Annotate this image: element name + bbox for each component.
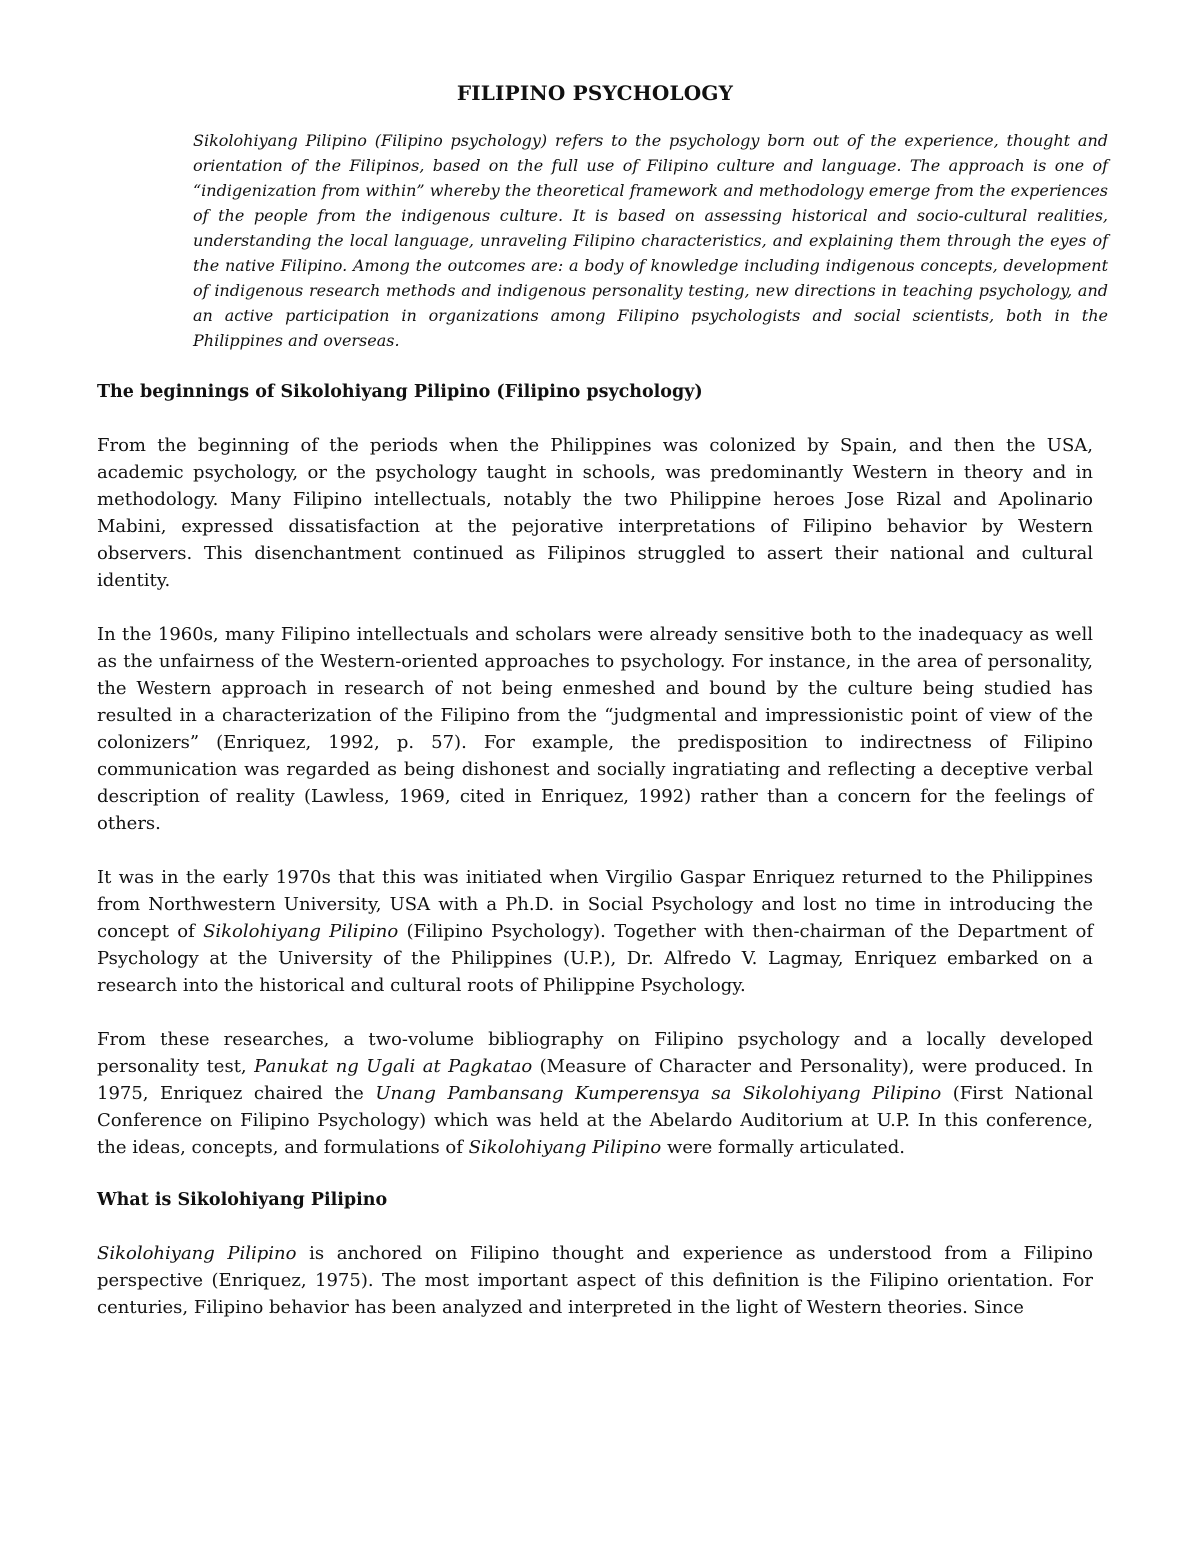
text-run: were formally articulated. <box>661 1137 905 1158</box>
italic-term: Panukat ng Ugali at Pagkatao <box>254 1056 533 1077</box>
text-run: From these researches, a two-volume bibliography on Filipino psychology and a locally developed personality test, <box>97 1029 1093 1077</box>
paragraph-1970s-enriquez <box>97 864 1093 999</box>
text-run: (First National Conference on Filipino Psychology) which was held at the Abelardo Auditorium at U.P. In this conference, the ideas, concepts, and formulations of <box>97 1083 1093 1158</box>
paragraph-1960s: In the 1960s, many Filipino intellectuals and scholars were already sensitive both to the inadequacy as well as the unfairness of the Western-oriented approaches to psychology. For instance, in the area of personality, the Western approach in research of not being enmeshed and bound by the culture being studied has resulted in a characterization of the Filipino from the “judgmental and impressionistic point of view of the colonizers” (Enriquez, 1992, p. 57). For example, the predisposition to indirectness of Filipino communication was regarded as being dishonest and socially ingratiating and reflecting a deceptive verbal description of reality (Lawless, 1969, cited in Enriquez, 1992) rather than a concern for the feelings of others. <box>97 624 1093 834</box>
text-run: is anchored on Filipino thought and experience as understood from a Filipino perspective (Enriquez, 1975). The most important aspect of this definition is the Filipino orientation. For centuries, Filipino behavior has been analyzed and interpreted in the light of Western theories. Since <box>97 1243 1093 1318</box>
text-run: It was in the early 1970s that this was initiated when Virgilio Gaspar Enriquez returned to the Philippines from Northwestern University, USA with a Ph.D. in Social Psychology and lost no time in introducing the concept of <box>97 867 1093 942</box>
paragraph-researches-1975 <box>97 1026 1093 1161</box>
italic-term: Sikolohiyang Pilipino <box>97 1243 297 1264</box>
italic-term: Sikolohiyang Pilipino <box>468 1137 662 1158</box>
section-heading-beginnings: The beginnings of Sikolohiyang Pilipino (Filipino psychology) <box>97 382 703 402</box>
document-title: FILIPINO PSYCHOLOGY <box>456 81 734 105</box>
text-run: (Filipino Psychology). Together with then-chairman of the Department of Psychology at the University of the Philippines (U.P.), Dr. Alfredo V. Lagmay, Enriquez embarked on a research into the historical and cultural roots of Philippine Psychology. <box>97 921 1094 996</box>
text-run: (Measure of Character and Personality), were produced. In 1975, Enriquez chaired the <box>97 1056 1093 1104</box>
section-heading-what-is: What is Sikolohiyang Pilipino <box>97 1190 388 1210</box>
paragraph-colonial-period: From the beginning of the periods when the Philippines was colonized by Spain, and then the USA, academic psychology, or the psychology taught in schools, was predominantly Western in theory and in methodology. Many Filipino intellectuals, notably the two Philippine heroes Jose Rizal and Apolinario Mabini, expressed dissatisfaction at the pejorative interpretations of Filipino behavior by Western observers. This disenchantment continued as Filipinos struggled to assert their national and cultural identity. <box>97 435 1093 591</box>
abstract-paragraph: Sikolohiyang Pilipino (Filipino psychology) refers to the psychology born out of the experience, thought and orientation of the Filipinos, based on the full use of Filipino culture and language. The approach is one of “indigenization from within” whereby the theoretical framework and methodology emerge from the experiences of the people from the indigenous culture. It is based on assessing historical and socio-cultural realities, understanding the local language, unraveling Filipino characteristics, and explaining them through the eyes of the native Filipino. Among the outcomes are: a body of knowledge including indigenous concepts, development of indigenous research methods and indigenous personality testing, new directions in teaching psychology, and an active participation in organizations among Filipino psychologists and social scientists, both in the Philippines and overseas. <box>193 131 1108 350</box>
italic-term: Sikolohiyang Pilipino <box>203 921 399 942</box>
paragraph-definition <box>97 1240 1093 1321</box>
italic-term: Unang Pambansang Kumperensya sa Sikolohiyang Pilipino <box>375 1083 942 1104</box>
document-page <box>97 80 1108 1321</box>
